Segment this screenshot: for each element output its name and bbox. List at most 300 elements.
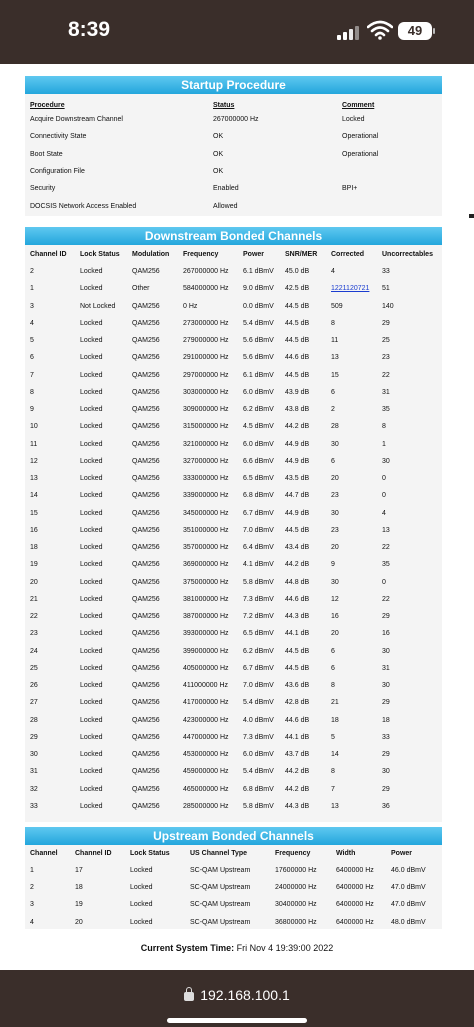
table-row	[25, 280, 442, 297]
table-cell: 16	[30, 526, 38, 534]
table-cell: 6.8 dBmV	[243, 492, 274, 500]
table-cell: 9	[331, 561, 335, 569]
table-cell: 4.5 dBmV	[243, 423, 274, 431]
table-row	[25, 746, 442, 763]
table-cell: Configuration File	[30, 168, 85, 176]
table-cell: OK	[213, 168, 224, 176]
table-cell: 6.0 dBmV	[243, 440, 274, 448]
table-cell: Locked	[80, 388, 103, 396]
table-cell: Locked	[80, 716, 103, 724]
table-cell: SC-QAM Upstream	[190, 867, 251, 875]
home-indicator[interactable]	[167, 1018, 307, 1023]
table-cell: 1	[382, 440, 386, 448]
table-cell	[337, 163, 442, 180]
column-header: SNR/MER	[285, 250, 318, 258]
table-cell: Locked	[80, 268, 103, 276]
table-cell: 4.1 dBmV	[243, 561, 274, 569]
table-cell: Locked	[80, 664, 103, 672]
status-bar	[0, 0, 474, 64]
table-cell: OK	[213, 150, 224, 158]
table-cell: 22	[30, 613, 38, 621]
battery-icon: 49	[398, 22, 432, 40]
table-cell: 46.0 dBmV	[391, 867, 426, 875]
table-cell: 6.7 dBmV	[243, 664, 274, 672]
table-cell: 5.8 dBmV	[243, 802, 274, 810]
table-cell: 44.6 dB	[285, 716, 310, 724]
table-cell: Locked	[80, 371, 103, 379]
table-cell: 44.2 dB	[285, 768, 310, 776]
table-cell: 18	[75, 884, 83, 892]
table-cell: QAM256	[132, 544, 160, 552]
table-cell: QAM256	[132, 371, 160, 379]
table-cell: 6.8 dBmV	[243, 785, 274, 793]
table-cell: 6400000 Hz	[336, 884, 374, 892]
table-cell: 44.9 dB	[285, 440, 310, 448]
table-cell: 45.0 dB	[285, 268, 310, 276]
table-cell: 14	[331, 751, 339, 759]
table-cell: 20	[331, 630, 339, 638]
column-header: Channel ID	[75, 850, 112, 857]
table-cell: Allowed	[213, 202, 238, 210]
table-cell: 30	[382, 768, 390, 776]
table-row	[25, 798, 442, 815]
column-header: Power	[243, 250, 265, 258]
table-cell: 18	[30, 544, 38, 552]
table-row	[25, 539, 442, 556]
table-row	[25, 729, 442, 746]
modem-status-page[interactable]	[0, 64, 474, 970]
table-cell: Operational	[342, 133, 379, 141]
column-header: Procedure	[30, 101, 65, 109]
table-cell: 44.1 dB	[285, 733, 310, 741]
table-cell: 0	[382, 492, 386, 500]
table-cell: 6.1 dBmV	[243, 371, 274, 379]
table-row	[25, 505, 442, 522]
table-cell: 6.5 dBmV	[243, 630, 274, 638]
table-cell: 23	[331, 492, 339, 500]
table-cell: QAM256	[132, 595, 160, 603]
table-cell: 6.1 dBmV	[243, 268, 274, 276]
table-cell: 321000000 Hz	[183, 440, 229, 448]
table-cell: 16	[331, 613, 339, 621]
table-cell: Security	[30, 185, 56, 193]
table-cell: 43.9 dB	[285, 388, 310, 396]
table-row	[25, 781, 442, 798]
table-cell: 357000000 Hz	[183, 544, 229, 552]
column-header: Comment	[342, 101, 375, 109]
table-cell: QAM256	[132, 509, 160, 517]
table-cell: Locked	[80, 768, 103, 776]
table-cell: 8	[331, 768, 335, 776]
address-bar[interactable]	[0, 987, 474, 1003]
table-cell: Locked	[80, 751, 103, 759]
table-cell: 51	[382, 285, 390, 293]
table-cell: 351000000 Hz	[183, 526, 229, 534]
table-row	[25, 574, 442, 591]
table-row	[25, 401, 442, 418]
table-cell: 447000000 Hz	[183, 733, 229, 741]
table-row	[25, 608, 442, 625]
table-cell: 43.8 dB	[285, 406, 310, 414]
table-cell: Locked	[80, 682, 103, 690]
table-cell: 7.3 dBmV	[243, 733, 274, 741]
startup-procedure-section	[25, 76, 442, 216]
table-cell: QAM256	[132, 733, 160, 741]
table-cell: 29	[382, 613, 390, 621]
table-cell: 6	[331, 457, 335, 465]
table-cell: QAM256	[132, 802, 160, 810]
table-cell: 4	[382, 509, 386, 517]
column-header: Power	[391, 850, 413, 857]
column-header: Channel	[30, 850, 58, 857]
upstream-section	[25, 827, 442, 929]
table-cell: QAM256	[132, 768, 160, 776]
table-cell: 6.2 dBmV	[243, 406, 274, 414]
table-header-row	[25, 845, 442, 862]
table-cell: 14	[30, 492, 38, 500]
downstream-section	[25, 227, 442, 822]
table-cell: Connectivity State	[30, 133, 87, 141]
table-cell: 36	[382, 802, 390, 810]
table-row	[25, 914, 442, 931]
table-row	[25, 384, 442, 401]
table-cell: 7.3 dBmV	[243, 595, 274, 603]
table-cell: QAM256	[132, 354, 160, 362]
table-cell: 44.7 dB	[285, 492, 310, 500]
table-cell: 6	[331, 664, 335, 672]
table-cell: Locked	[80, 578, 103, 586]
table-cell: 9.0 dBmV	[243, 285, 274, 293]
table-cell: QAM256	[132, 406, 160, 414]
table-cell: 12	[331, 595, 339, 603]
table-row	[25, 436, 442, 453]
table-cell: 6.7 dBmV	[243, 509, 274, 517]
table-cell: QAM256	[132, 699, 160, 707]
table-cell: 44.5 dB	[285, 647, 310, 655]
table-cell: 375000000 Hz	[183, 578, 229, 586]
system-time-label: Current System Time:	[140, 943, 235, 953]
table-cell: 30	[331, 440, 339, 448]
table-cell: 44.5 dB	[285, 526, 310, 534]
table-cell: 23	[331, 526, 339, 534]
table-cell: Locked	[80, 406, 103, 414]
table-cell: 44.2 dB	[285, 561, 310, 569]
table-cell: Locked	[80, 337, 103, 345]
table-cell: 19	[30, 561, 38, 569]
table-row	[25, 556, 442, 573]
table-cell: Locked	[130, 901, 153, 909]
table-cell: 44.2 dB	[285, 785, 310, 793]
table-cell: 6.4 dBmV	[243, 544, 274, 552]
table-cell: Acquire Downstream Channel	[30, 116, 123, 124]
table-cell: OK	[213, 133, 224, 141]
table-cell: 31	[382, 388, 390, 396]
table-cell: SC-QAM Upstream	[190, 884, 251, 892]
table-cell: 44.2 dB	[285, 423, 310, 431]
table-cell: 5	[30, 337, 34, 345]
table-cell: 453000000 Hz	[183, 751, 229, 759]
table-row	[25, 522, 442, 539]
table-cell: 44.5 dB	[285, 302, 310, 310]
column-header: Lock Status	[130, 850, 170, 857]
table-cell: 44.9 dB	[285, 457, 310, 465]
table-cell: 44.5 dB	[285, 337, 310, 345]
table-cell: 13	[30, 475, 38, 483]
table-cell: 16	[382, 630, 390, 638]
table-cell: 291000000 Hz	[183, 354, 229, 362]
table-cell: 44.3 dB	[285, 802, 310, 810]
table-cell: Not Locked	[80, 302, 116, 310]
column-header: Uncorrectables	[382, 250, 433, 258]
table-cell: 5.4 dBmV	[243, 319, 274, 327]
table-cell: 140	[382, 302, 394, 310]
table-cell: 3	[30, 901, 34, 909]
table-cell: 5.8 dBmV	[243, 578, 274, 586]
table-cell: 22	[382, 371, 390, 379]
table-cell: 7.0 dBmV	[243, 526, 274, 534]
table-cell: 8	[331, 682, 335, 690]
table-cell: 24000000 Hz	[275, 884, 317, 892]
table-cell: 1	[30, 867, 34, 875]
table-cell: 4.0 dBmV	[243, 716, 274, 724]
table-row	[25, 418, 442, 435]
table-cell: QAM256	[132, 630, 160, 638]
table-cell: 6	[331, 388, 335, 396]
table-cell: 29	[382, 699, 390, 707]
table-cell: 48.0 dBmV	[391, 918, 426, 926]
table-row	[25, 763, 442, 780]
table-cell: 22	[382, 544, 390, 552]
table-header-row	[25, 99, 442, 111]
table-cell: 315000000 Hz	[183, 423, 229, 431]
table-cell: 44.1 dB	[285, 630, 310, 638]
table-row	[25, 111, 442, 128]
upstream-table	[25, 845, 442, 931]
scroll-indicator	[469, 214, 474, 218]
table-cell: 20	[331, 475, 339, 483]
table-cell: 5.6 dBmV	[243, 337, 274, 345]
table-cell	[337, 197, 442, 214]
table-cell: 30	[382, 647, 390, 655]
table-cell: Locked	[130, 884, 153, 892]
table-cell: 13	[382, 526, 390, 534]
table-row	[25, 660, 442, 677]
clock: 8:39	[68, 18, 111, 41]
table-cell: QAM256	[132, 302, 160, 310]
table-cell: 23	[30, 630, 38, 638]
table-cell: 6	[30, 354, 34, 362]
table-cell: 20	[75, 918, 83, 926]
table-cell: 6	[331, 647, 335, 655]
table-cell: 24	[30, 647, 38, 655]
table-cell: 18	[331, 716, 339, 724]
table-cell: 29	[382, 751, 390, 759]
table-cell: 43.4 dB	[285, 544, 310, 552]
system-time-value: Fri Nov 4 19:39:00 2022	[236, 943, 334, 953]
system-time	[0, 943, 474, 953]
table-cell: Enabled	[213, 185, 239, 193]
column-header: Modulation	[132, 250, 170, 258]
table-cell: QAM256	[132, 647, 160, 655]
table-cell: 44.5 dB	[285, 319, 310, 327]
table-row	[25, 163, 442, 180]
table-cell: Locked	[80, 561, 103, 569]
table-cell: QAM256	[132, 716, 160, 724]
table-cell: 43.7 dB	[285, 751, 310, 759]
table-row	[25, 487, 442, 504]
table-cell: 8	[30, 388, 34, 396]
table-cell: 327000000 Hz	[183, 457, 229, 465]
table-row	[25, 879, 442, 896]
table-cell: 8	[331, 319, 335, 327]
table-cell: 44.5 dB	[285, 664, 310, 672]
table-cell: 35	[382, 561, 390, 569]
table-cell: 44.9 dB	[285, 509, 310, 517]
table-cell: 44.5 dB	[285, 371, 310, 379]
table-cell: 21	[331, 699, 339, 707]
table-row	[25, 367, 442, 384]
table-cell: 42.5 dB	[285, 285, 310, 293]
table-cell: QAM256	[132, 682, 160, 690]
table-cell: 30	[331, 578, 339, 586]
battery-cap	[433, 28, 435, 34]
column-header: Corrected	[331, 250, 365, 258]
table-cell: 297000000 Hz	[183, 371, 229, 379]
table-row	[25, 694, 442, 711]
table-cell: 5	[331, 733, 335, 741]
table-cell: 405000000 Hz	[183, 664, 229, 672]
column-header: Frequency	[183, 250, 219, 258]
table-cell: 9	[30, 406, 34, 414]
table-cell: 20	[30, 578, 38, 586]
table-cell: 30	[331, 509, 339, 517]
table-cell: 7.0 dBmV	[243, 682, 274, 690]
table-cell: BPI+	[342, 185, 358, 193]
table-cell: 387000000 Hz	[183, 613, 229, 621]
table-cell: 0 Hz	[183, 302, 198, 310]
table-cell: 369000000 Hz	[183, 561, 229, 569]
table-cell: SC-QAM Upstream	[190, 918, 251, 926]
table-row	[25, 862, 442, 879]
table-cell: 267000000 Hz	[213, 116, 259, 124]
table-cell: 584000000 Hz	[183, 285, 229, 293]
table-cell: Locked	[80, 354, 103, 362]
table-cell: 6.2 dBmV	[243, 647, 274, 655]
table-cell: 417000000 Hz	[183, 699, 229, 707]
table-row	[25, 453, 442, 470]
table-cell: QAM256	[132, 457, 160, 465]
table-cell: 6.0 dBmV	[243, 388, 274, 396]
table-cell: 31	[30, 768, 38, 776]
corrected-link[interactable]: 1221120721	[331, 285, 370, 293]
table-row	[25, 332, 442, 349]
table-cell: 17	[75, 867, 83, 875]
table-cell: 273000000 Hz	[183, 319, 229, 327]
table-cell: 29	[382, 785, 390, 793]
browser-toolbar	[0, 970, 474, 1027]
table-cell: 33	[30, 802, 38, 810]
table-cell: 35	[382, 406, 390, 414]
lock-icon	[184, 992, 194, 1001]
table-cell: Locked	[80, 319, 103, 327]
table-cell: 29	[30, 733, 38, 741]
table-cell: 423000000 Hz	[183, 716, 229, 724]
table-cell: Locked	[80, 457, 103, 465]
table-cell: 31	[382, 664, 390, 672]
table-cell: 28	[331, 423, 339, 431]
table-cell: 381000000 Hz	[183, 595, 229, 603]
signal-icon	[337, 26, 359, 40]
table-cell: Locked	[80, 526, 103, 534]
table-row	[25, 712, 442, 729]
table-cell: QAM256	[132, 751, 160, 759]
table-cell: QAM256	[132, 613, 160, 621]
table-cell: QAM256	[132, 578, 160, 586]
table-cell: 47.0 dBmV	[391, 901, 426, 909]
table-cell: 6400000 Hz	[336, 918, 374, 926]
table-cell: 7	[30, 371, 34, 379]
table-cell: 2	[30, 268, 34, 276]
table-cell: Locked	[80, 595, 103, 603]
table-cell: Locked	[80, 630, 103, 638]
table-cell: QAM256	[132, 561, 160, 569]
table-cell: 6.5 dBmV	[243, 475, 274, 483]
table-cell: 10	[30, 423, 38, 431]
table-row	[25, 896, 442, 913]
table-cell: Operational	[342, 150, 379, 158]
table-cell: 5.4 dBmV	[243, 768, 274, 776]
table-cell: 1	[30, 285, 34, 293]
table-cell: Locked	[130, 918, 153, 926]
table-cell: Locked	[130, 867, 153, 875]
table-cell: 4	[30, 918, 34, 926]
table-row	[25, 677, 442, 694]
table-row	[25, 128, 442, 145]
table-cell: 2	[30, 884, 34, 892]
table-cell: 3	[30, 302, 34, 310]
table-cell: Locked	[80, 613, 103, 621]
table-row	[25, 315, 442, 332]
section-title: Downstream Bonded Channels	[25, 227, 442, 245]
table-row	[25, 591, 442, 608]
table-cell: 18	[382, 716, 390, 724]
table-cell: QAM256	[132, 319, 160, 327]
table-cell: 28	[30, 716, 38, 724]
table-cell: 20	[331, 544, 339, 552]
table-cell: 30	[30, 751, 38, 759]
table-cell: 15	[331, 371, 339, 379]
table-cell: QAM256	[132, 475, 160, 483]
table-cell: 6.0 dBmV	[243, 751, 274, 759]
table-cell: 303000000 Hz	[183, 388, 229, 396]
table-cell: 13	[331, 802, 339, 810]
table-cell: 279000000 Hz	[183, 337, 229, 345]
table-cell: QAM256	[132, 492, 160, 500]
table-row	[25, 349, 442, 366]
column-header: Frequency	[275, 850, 311, 857]
table-row	[25, 180, 442, 197]
table-cell: SC-QAM Upstream	[190, 901, 251, 909]
table-row	[25, 263, 442, 280]
table-cell: Locked	[80, 699, 103, 707]
table-cell: 29	[382, 319, 390, 327]
table-row	[25, 197, 442, 214]
table-cell: 44.6 dB	[285, 354, 310, 362]
table-cell: Locked	[80, 733, 103, 741]
table-cell: 44.3 dB	[285, 613, 310, 621]
table-cell: 33	[382, 733, 390, 741]
table-cell: QAM256	[132, 526, 160, 534]
